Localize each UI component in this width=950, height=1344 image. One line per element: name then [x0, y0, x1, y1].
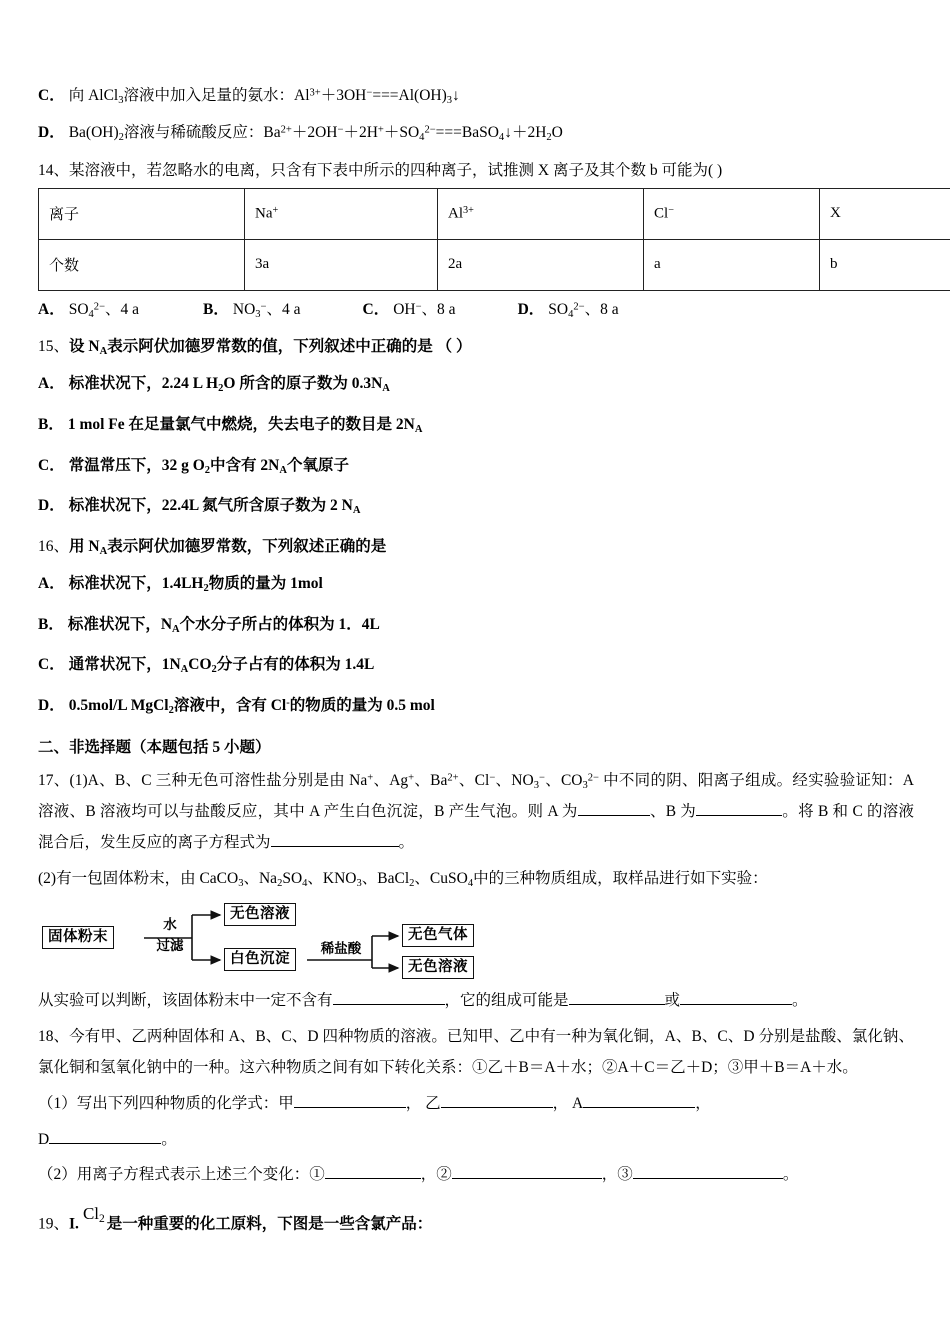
q14-option-d-tail: 、8 a	[584, 300, 619, 318]
blank-eq-3[interactable]	[633, 1178, 783, 1179]
al-charge: 3+	[463, 204, 474, 216]
q18-stem-text: 今有甲、乙两种固体和 A、B、C、D 四种物质的溶液。已知甲、乙中有一种为氧化铜，A、B、C、D 分别是盐酸、氯化钠、氯化铜和氢氧化钠中的一种。这六种物质之间有如下转化关系：①乙＋B＝A＋水；②A＋C＝乙＋D；③甲＋B＝A＋水。	[38, 1028, 914, 1077]
blank-substance-d[interactable]	[49, 1143, 161, 1144]
q13-option-d	[38, 121, 914, 146]
q16-option-c-label: C．	[38, 656, 65, 674]
q17-conclusion-b: ，它的组成可能是	[444, 991, 569, 1009]
question-17-part2: (2)有一包固体粉末，由 CaCO$_3$、$Na_2SO_4$、$KNO_3$、BaCl$_2$、CuSO$_4$中的三种物质组成，取样品进行如下实验：	[38, 869, 768, 889]
q15-option-c: C． 常温常压下，32 g $O_2$中含有 $2N_A$个氧原子	[38, 456, 349, 476]
q17-part2-label: (2)	[38, 869, 57, 887]
q18-sub1-t3: ， A	[552, 1095, 584, 1113]
question-18-stem	[38, 1021, 914, 1083]
q15-option-a-label: A．	[38, 375, 65, 393]
q13-option-c	[38, 84, 914, 109]
q16-stem-text: 用 $N_A$表示阿伏加德罗常数，下列叙述正确的是	[69, 538, 387, 558]
blank-eq-1[interactable]	[325, 1178, 421, 1179]
blank-eq-2[interactable]	[452, 1178, 602, 1179]
q14-option-d: D． $SO_4^{2-}$、8 a	[517, 300, 619, 320]
q17-number: 17、	[38, 771, 70, 789]
q19-number: 19、	[38, 1215, 70, 1233]
question-17-conclusion	[38, 986, 914, 1015]
q14-option-b-label: B．	[203, 300, 229, 318]
q17-conclusion-a: 从实验可以判断，该固体粉末中一定不含有	[38, 991, 333, 1009]
option-d-text: $Ba(OH)_2$溶液与稀硫酸反应：$Ba^{2+}+2OH^-+2H^++SO_4^{2-}===BaSO_4↓+2H_2O$	[68, 123, 563, 143]
q18-sub2-label: （2）	[38, 1166, 77, 1184]
q18-sub1-t4: ，	[695, 1095, 711, 1113]
q16-option-d-label: D．	[38, 697, 65, 715]
q18-sub2-text: 用离子方程式表示上述三个变化：①	[76, 1166, 325, 1184]
q14-option-a: A． $SO_4^{2-}$、4 a	[38, 300, 140, 320]
experiment-flow-diagram	[42, 902, 472, 976]
ion-table	[38, 188, 950, 291]
q19-part-label: I.	[69, 1215, 79, 1233]
question-19-stem	[38, 1204, 914, 1233]
q16-option-d: D． 0.5mol/L MgCl$_2$溶液中，含有 Cl-的物质的量为 0.5 mol	[38, 697, 435, 717]
na-base: Na	[255, 205, 273, 222]
q15-option-b: B． 1 mol Fe 在足量氯气中燃烧，失去电子的数目是 $2N_A$	[38, 415, 423, 435]
q19-formula-sub: 2	[99, 1211, 105, 1225]
q18-sub2-end: 。	[782, 1166, 799, 1184]
blank-yi[interactable]	[441, 1107, 553, 1108]
question-18-sub2	[38, 1160, 914, 1189]
q18-sub1-d-label: D	[38, 1130, 50, 1148]
question-18-sub1-cont	[38, 1125, 914, 1154]
flow-node-colorless-gas: 无色气体	[402, 924, 474, 948]
q19-formula-base: Cl	[82, 1203, 99, 1223]
section-2-title: 二、非选择题（本题包括 5 小题）	[38, 738, 271, 756]
q14-stem-text: 某溶液中，若忽略水的电离，只含有下表中所示的四种离子，试推测 X 离子及其个数 b 可能为( )	[69, 161, 723, 179]
table-row	[39, 188, 950, 239]
na-charge: +	[272, 204, 279, 216]
question-17-part1: 17、(1)A、B、C 三种无色可溶性盐分别是由 Na+、Ag+、$Ba^{2+}$、Cl−、$NO_3^-$、$CO_3^{2-}$ 中不同的阴、阳离子组成。经实验验证知：A 溶液、B 溶液均可以与盐酸反应，其中 A 产生白色沉淀，B 产生气泡。则 A 为 、B 为 。将 B 和 C 的溶液混合后，发生反应的离子方程式为 。	[38, 771, 915, 851]
al-base: Al	[448, 205, 463, 222]
flow-node-solid-powder: 固体粉末	[42, 926, 114, 950]
blank-a[interactable]	[578, 815, 650, 816]
q18-number: 18、	[38, 1028, 70, 1046]
blank-b[interactable]	[696, 815, 782, 816]
question-15-stem	[38, 335, 914, 360]
q14-option-a-tail: 、4 a	[105, 300, 140, 318]
q18-sub1-text: 写出下列四种物质的化学式：甲	[76, 1095, 294, 1113]
q15-option-d: D． 标准状况下，22.4L 氮气所含原子数为 2 $N_A$	[38, 497, 361, 517]
cell-count-al: 2a	[438, 239, 644, 290]
option-c-text: 向 AlCl$_3$溶液中加入足量的氨水：$Al^{3+}+3OH^-===Al(OH)_3↓$	[68, 87, 460, 106]
q14-option-c-tail: 、8 a	[421, 300, 456, 318]
cell-count-na: 3a	[245, 239, 438, 290]
cell-count-x: b	[820, 239, 950, 290]
q14-option-a-label: A．	[38, 300, 65, 318]
q15-option-c-label: C．	[38, 456, 65, 474]
question-16-stem	[38, 535, 914, 560]
question-14-stem	[38, 158, 914, 180]
q15-option-a: A． 标准状况下，2.24 L $H_2O$ 所含的原子数为 $0.3N_A$	[38, 375, 390, 395]
q14-option-c: C． OH−、8 a	[362, 300, 456, 318]
q16-option-b-label: B．	[38, 615, 64, 633]
q16-option-a: A． 标准状况下，$1.4LH_2$物质的量为 1mol	[38, 574, 323, 594]
flow-node-colorless-solution-1: 无色溶液	[224, 903, 296, 927]
q18-sub1-end: 。	[161, 1130, 177, 1148]
q18-sub1-t2: ， 乙	[405, 1095, 441, 1113]
question-18-sub1	[38, 1089, 914, 1118]
blank-substance-a[interactable]	[583, 1107, 695, 1108]
q14-option-b-tail: 、4 a	[266, 300, 301, 318]
flow-label-filter: 过滤	[156, 937, 184, 953]
q15-stem-text: 设 $N_A$表示阿伏加德罗常数的值，下列叙述中正确的是 （ ）	[69, 338, 472, 358]
q18-sub1-label: （1）	[38, 1095, 77, 1113]
flow-node-colorless-solution-2: 无色溶液	[402, 956, 474, 980]
q17-conclusion-c: 或	[664, 991, 681, 1009]
q15-option-b-label: B．	[38, 415, 64, 433]
cell-row1-header: 离子	[39, 188, 245, 239]
q14-option-c-label: C．	[362, 300, 390, 318]
q16-option-a-label: A．	[38, 574, 65, 592]
q17-conclusion-d: 。	[792, 991, 808, 1009]
q16-option-b: B． 标准状况下，$N_A$个水分子所占的体积为 1．4L	[38, 615, 380, 635]
q18-sub2-t2: ，②	[420, 1166, 452, 1184]
page-body	[38, 84, 914, 1233]
flow-label-dilute-hcl: 稀盐酸	[320, 940, 362, 956]
cell-row2-header: 个数	[39, 239, 245, 290]
option-label-d: D．	[38, 123, 65, 141]
cl-charge: −	[668, 204, 674, 216]
table-row	[39, 239, 950, 290]
cell-ion-sodium	[245, 188, 438, 239]
cl-base: Cl	[654, 205, 669, 222]
q14-options-row	[38, 297, 914, 320]
q19-formula	[83, 1204, 105, 1223]
flow-label-water: 水	[163, 916, 177, 932]
blank-composition-2[interactable]	[680, 1004, 792, 1005]
q19-text: 是一种重要的化工原料，下图是一些含氯产品：	[106, 1215, 433, 1233]
blank-jia[interactable]	[294, 1107, 406, 1108]
q15-number: 15、	[38, 338, 70, 356]
cell-count-cl: a	[644, 239, 820, 290]
cell-ion-aluminium	[438, 188, 644, 239]
cell-ion-x: X	[820, 188, 950, 239]
cell-ion-chloride	[644, 188, 820, 239]
option-label-c: C．	[38, 87, 65, 104]
q16-number: 16、	[38, 538, 70, 556]
q14-option-d-label: D．	[517, 300, 545, 318]
blank-composition-1[interactable]	[569, 1004, 665, 1005]
q15-option-d-label: D．	[38, 497, 65, 515]
flow-node-white-precipitate: 白色沉淀	[224, 948, 296, 972]
q14-option-b: B． $NO_3^-$、4 a	[203, 300, 301, 320]
blank-excluded-substance[interactable]	[333, 1004, 445, 1005]
q17-part1-label: (1)	[69, 771, 88, 789]
blank-ionic-equation[interactable]	[271, 846, 399, 847]
q14-number: 14、	[38, 161, 70, 179]
q16-option-c: C． 通常状况下，$1N_ACO_2$分子占有的体积为 1.4L	[38, 656, 375, 676]
q18-sub2-t3: ，③	[601, 1166, 633, 1184]
